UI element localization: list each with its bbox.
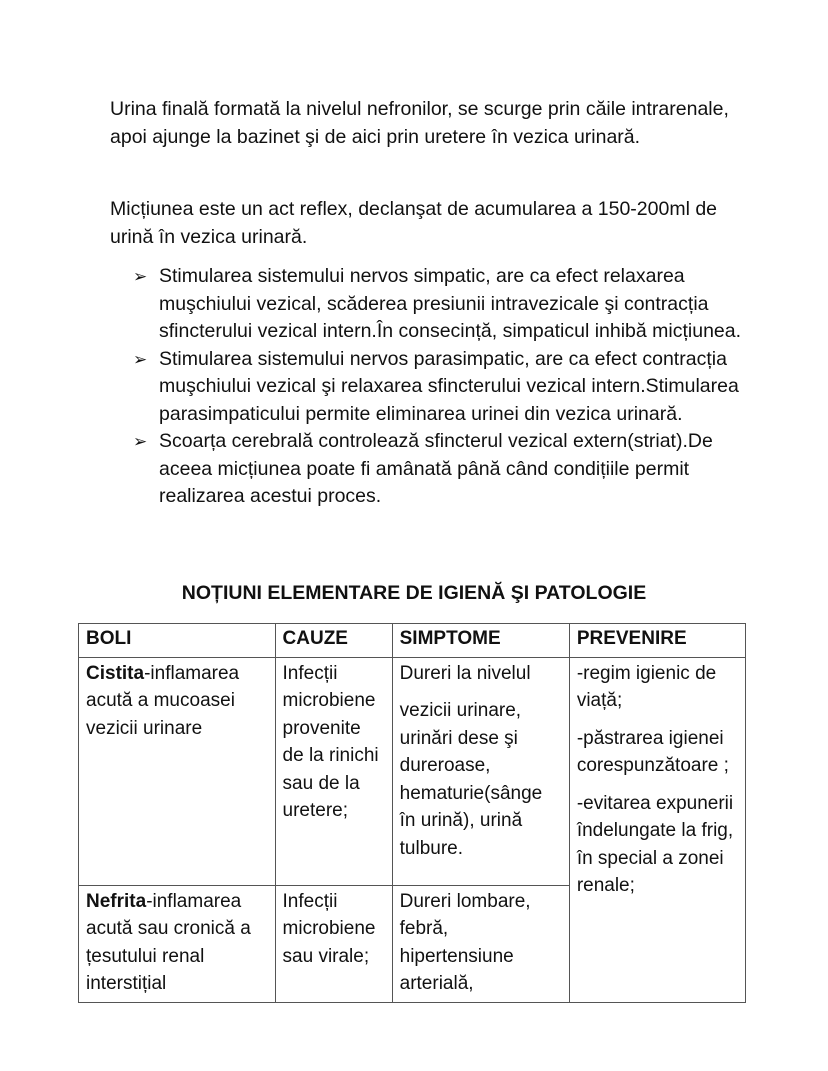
list-item bbox=[133, 346, 753, 429]
arrow-bullet-icon: ➢ bbox=[133, 432, 148, 451]
symptoms-text: Dureri la nivelul bbox=[399, 662, 531, 684]
cause-cell: Infecții microbiene sau virale; bbox=[275, 885, 392, 1002]
disease-name: Cistita bbox=[86, 662, 145, 684]
disease-cell bbox=[79, 657, 276, 885]
prevention-item: -regim igienic de viață; bbox=[576, 662, 717, 711]
paragraph-urine-flow: Urina finală formată la nivelul nefronilor, se scurge prin căile intrarenale, apoi ajunge la bazinet şi de aici prin uretere în vezica urinară. bbox=[110, 98, 729, 148]
symptoms-cell bbox=[392, 657, 569, 885]
disease-description: -inflamarea acută sau cronică a țesutului renal interstițial bbox=[86, 890, 251, 994]
bullet-text-parasympathetic: Stimularea sistemului nervos parasimpatic, are ca efect contracția muşchiului vezical şi relaxarea sfincterului vezical intern.Stimularea parasimpaticului permite eliminarea urinei din vezica urinară. bbox=[159, 347, 739, 425]
pathology-table bbox=[78, 623, 746, 1003]
bullet-text-sympathetic: Stimularea sistemului nervos simpatic, are ca efect relaxarea muşchiului vezical, scăderea presiunii intravezicale şi contracția sfincterului vezical intern.În consecință, simpaticul inhibă micțiunea. bbox=[159, 265, 742, 342]
list-item bbox=[133, 428, 753, 511]
prevention-cell bbox=[569, 657, 745, 1002]
header-prevenire: PREVENIRE bbox=[569, 624, 745, 658]
symptoms-text-cont: vezicii urinare, urinări dese şi dureroase, hematurie(sânge în urină), urină tulbure. bbox=[399, 700, 543, 859]
bullet-list bbox=[133, 263, 753, 511]
list-item bbox=[133, 263, 753, 346]
section-heading: NOȚIUNI ELEMENTARE DE IGIENĂ ŞI PATOLOGIE bbox=[181, 582, 647, 604]
table-row bbox=[79, 657, 746, 885]
arrow-bullet-icon: ➢ bbox=[133, 349, 148, 369]
header-boli: BOLI bbox=[79, 624, 276, 658]
header-simptome: SIMPTOME bbox=[392, 624, 569, 658]
header-cauze: CAUZE bbox=[275, 624, 392, 658]
symptoms-cell: Dureri lombare, febră, hipertensiune arterială, bbox=[392, 885, 569, 1002]
disease-name: Nefrita bbox=[86, 890, 147, 912]
cause-cell: Infecții microbiene provenite de la rinichi sau de la uretere; bbox=[275, 657, 392, 885]
bullet-text-cortex: Scoarța cerebrală controlează sfincterul vezical extern(striat).De aceea micțiunea poate fi amânată până când condițiile permit realizarea acestui proces. bbox=[159, 430, 713, 507]
table-header-row bbox=[79, 624, 746, 658]
prevention-item: -evitarea expunerii îndelungate la frig, în special a zonei renale; bbox=[576, 792, 734, 896]
disease-cell bbox=[79, 885, 276, 1002]
prevention-item: -păstrarea igienei corespunzătoare ; bbox=[576, 727, 729, 776]
paragraph-micturition: Micțiunea este un act reflex, declanşat de acumularea a 150-200ml de urină în vezica urinară. bbox=[110, 198, 718, 248]
arrow-bullet-icon: ➢ bbox=[133, 267, 148, 286]
disease-description: -inflamarea acută a mucoasei vezicii urinare bbox=[86, 662, 240, 739]
